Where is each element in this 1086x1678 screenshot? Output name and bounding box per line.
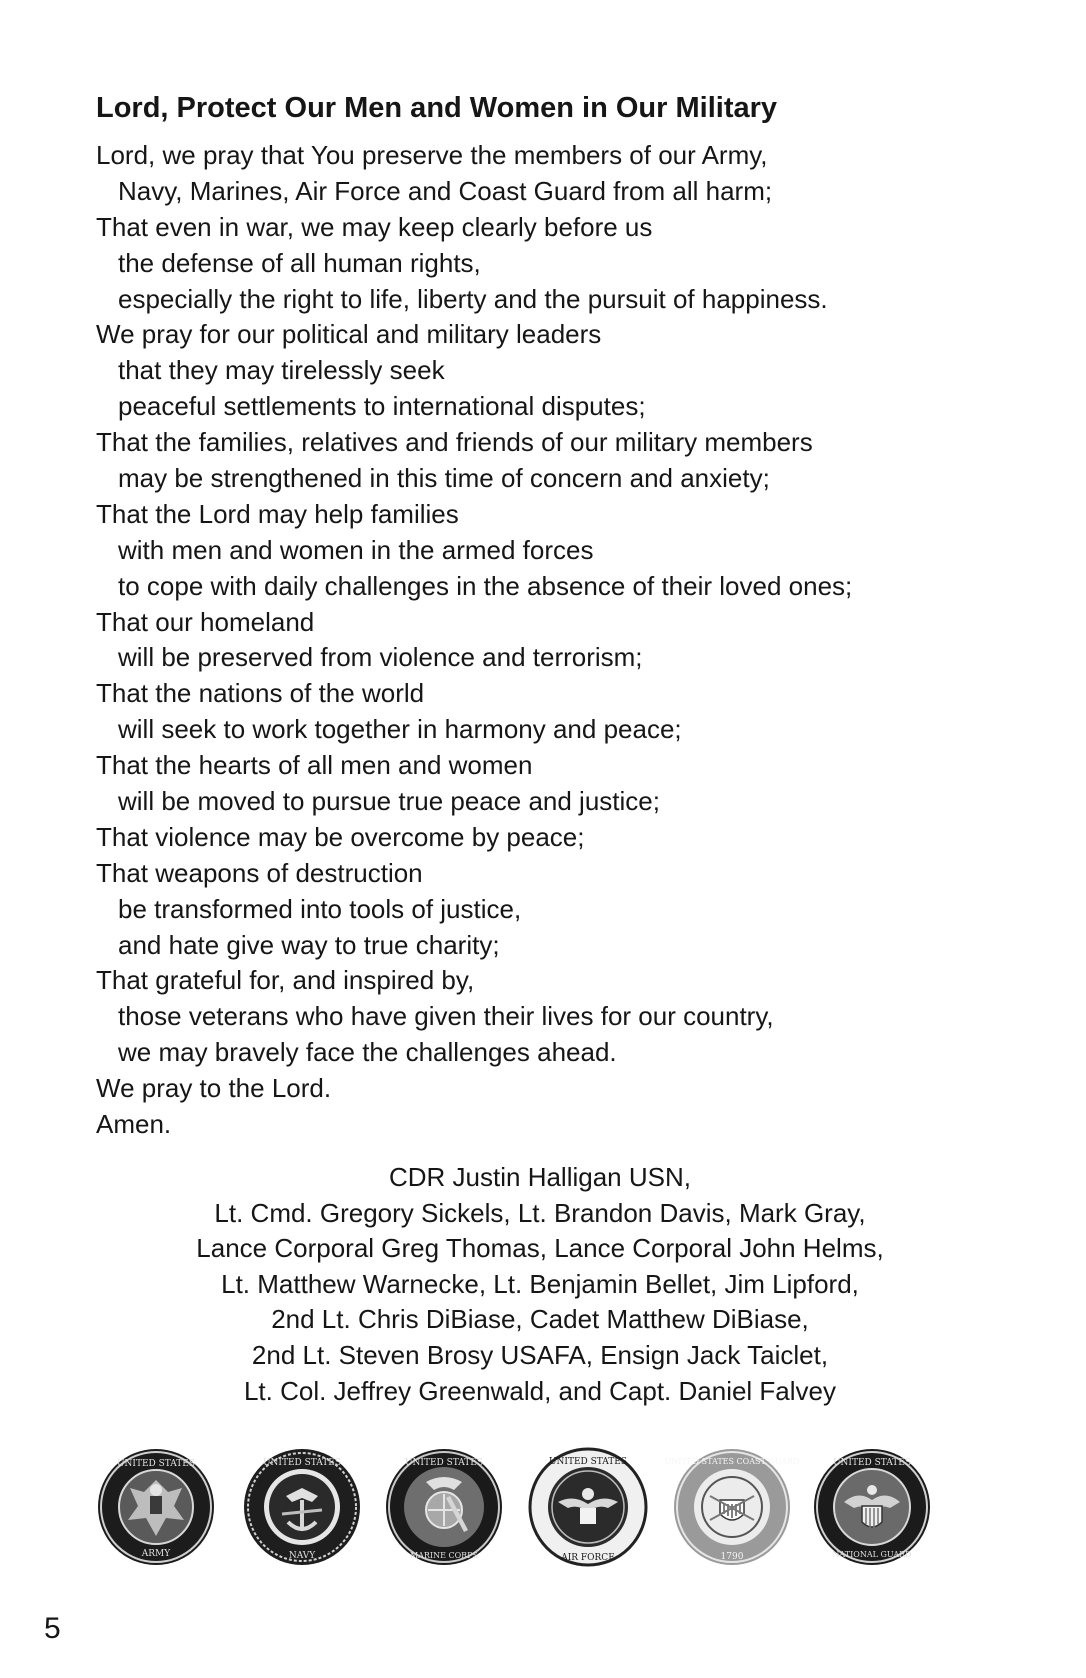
prayer-line: That the nations of the world bbox=[96, 678, 425, 709]
prayer-line: We pray for our political and military leaders bbox=[96, 319, 602, 350]
prayer-line: be transformed into tools of justice, bbox=[118, 893, 522, 924]
marine-corps-seal-icon bbox=[384, 1444, 504, 1570]
prayer-line: That the hearts of all men and women bbox=[96, 750, 533, 781]
prayer-line: That weapons of destruction bbox=[96, 857, 423, 888]
prayer-line: Lord, we pray that You preserve the members of our Army, bbox=[96, 140, 768, 170]
svg-text:UNITED STATES: UNITED STATES bbox=[548, 1457, 628, 1467]
navy-seal-icon bbox=[242, 1444, 362, 1570]
credits-line: Lance Corporal Greg Thomas, Lance Corporal John Helms, bbox=[196, 1233, 884, 1264]
credits-line: Lt. Cmd. Gregory Sickels, Lt. Brandon Davis, Mark Gray, bbox=[214, 1197, 866, 1228]
prayer-line: peaceful settlements to international disputes; bbox=[118, 391, 646, 422]
prayer-line: that they may tirelessly seek bbox=[118, 355, 445, 386]
prayer-line: especially the right to life, liberty and the pursuit of happiness. bbox=[118, 283, 828, 314]
prayer-line: That even in war, we may keep clearly before us bbox=[96, 211, 653, 242]
credits-line: Lt. Col. Jeffrey Greenwald, and Capt. Daniel Falvey bbox=[243, 1375, 837, 1406]
credits-line: CDR Justin Halligan USN, bbox=[389, 1162, 691, 1192]
prayer-text bbox=[96, 138, 1056, 1143]
air-force-seal-icon bbox=[528, 1444, 648, 1570]
page-number: 5 bbox=[44, 1612, 61, 1645]
credits-line: 2nd Lt. Steven Brosy USAFA, Ensign Jack Taiclet, bbox=[251, 1339, 829, 1370]
prayer-line: those veterans who have given their lives for our country, bbox=[118, 1001, 774, 1032]
svg-text:ARMY: ARMY bbox=[141, 1549, 171, 1559]
svg-text:UNITED STATES: UNITED STATES bbox=[116, 1459, 196, 1469]
prayer-line: That grateful for, and inspired by, bbox=[96, 965, 475, 996]
prayer-line: we may bravely face the challenges ahead. bbox=[118, 1037, 617, 1068]
national-guard-seal-icon bbox=[812, 1444, 932, 1570]
svg-text:MARINE CORPS: MARINE CORPS bbox=[409, 1551, 479, 1560]
prayer-line: the defense of all human rights, bbox=[118, 247, 481, 278]
prayer-line: with men and women in the armed forces bbox=[118, 534, 594, 565]
page-title: Lord, Protect Our Men and Women in Our Military bbox=[96, 92, 778, 124]
svg-text:1790: 1790 bbox=[720, 1552, 744, 1562]
prayer-line: We pray to the Lord. bbox=[96, 1073, 332, 1104]
coast-guard-seal-icon bbox=[664, 1444, 800, 1570]
svg-text:AIR FORCE: AIR FORCE bbox=[561, 1553, 615, 1563]
credits bbox=[80, 1160, 1000, 1409]
prayer-line: That the families, relatives and friends of our military members bbox=[96, 427, 813, 458]
svg-text:UNITED STATES: UNITED STATES bbox=[832, 1458, 912, 1468]
prayer-line: may be strengthened in this time of concern and anxiety; bbox=[118, 463, 770, 494]
military-seals-row bbox=[96, 1444, 986, 1570]
prayer-line: That the Lord may help families bbox=[96, 498, 459, 529]
svg-text:NAVY: NAVY bbox=[288, 1551, 316, 1561]
svg-text:UNITED STATES: UNITED STATES bbox=[262, 1458, 342, 1468]
prayer-line: will seek to work together in harmony and peace; bbox=[118, 714, 682, 745]
prayer-line: and hate give way to true charity; bbox=[118, 929, 500, 960]
svg-text:UNITED STATES: UNITED STATES bbox=[404, 1458, 484, 1468]
credits-line: Lt. Matthew Warnecke, Lt. Benjamin Bellet, Jim Lipford, bbox=[221, 1268, 859, 1299]
svg-text:NATIONAL GUARD: NATIONAL GUARD bbox=[832, 1550, 912, 1559]
prayer-line: will be moved to pursue true peace and justice; bbox=[118, 786, 660, 817]
prayer-line: Navy, Marines, Air Force and Coast Guard from all harm; bbox=[118, 175, 773, 206]
svg-text:UNITED STATES COAST GUARD: UNITED STATES COAST GUARD bbox=[664, 1457, 800, 1466]
credits-line: 2nd Lt. Chris DiBiase, Cadet Matthew DiBiase, bbox=[271, 1304, 809, 1335]
prayer-line: will be preserved from violence and terrorism; bbox=[118, 642, 643, 673]
prayer-line: Amen. bbox=[96, 1109, 172, 1140]
prayer-line: to cope with daily challenges in the absence of their loved ones; bbox=[118, 570, 853, 601]
prayer-line: That our homeland bbox=[96, 606, 315, 637]
prayer-line: That violence may be overcome by peace; bbox=[96, 821, 585, 852]
army-seal-icon bbox=[96, 1444, 216, 1570]
